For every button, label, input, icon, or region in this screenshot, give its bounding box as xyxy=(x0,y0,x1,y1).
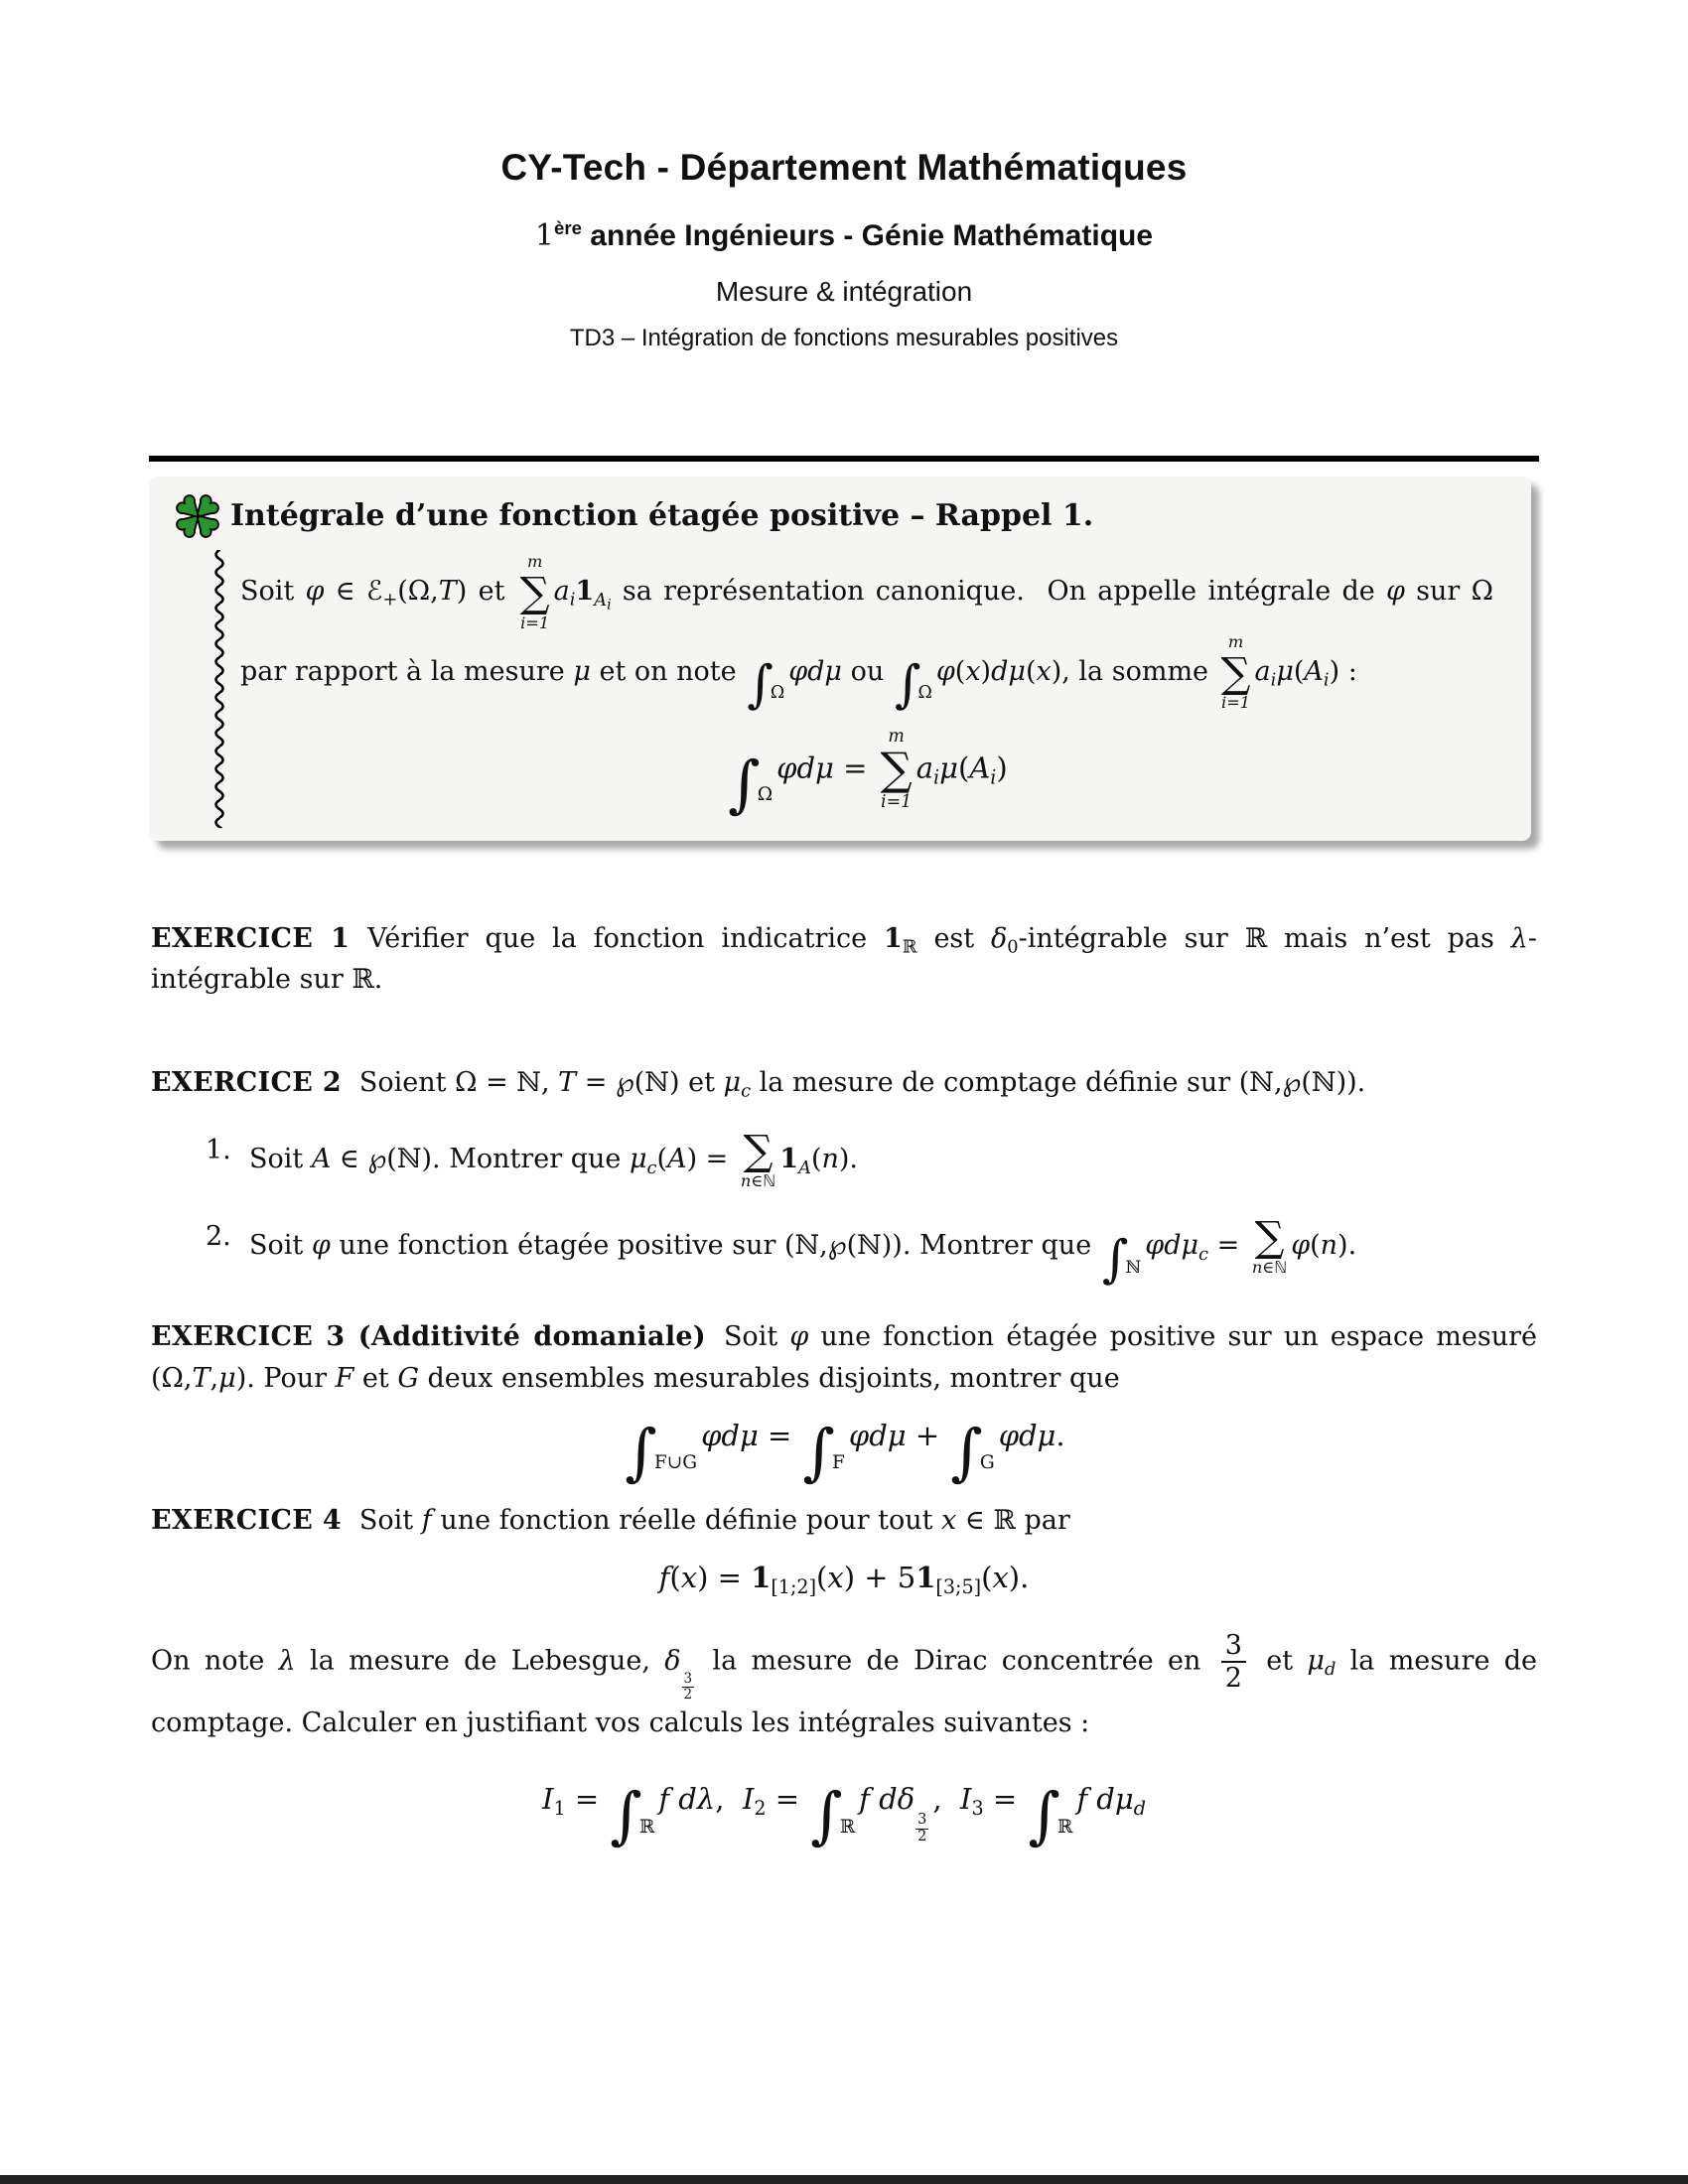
math-text: φdμ xyxy=(788,656,842,687)
math-text: + xyxy=(382,589,398,611)
list-item-number: 1. xyxy=(206,1135,231,1166)
math-text: ) xyxy=(996,751,1008,785)
math-text: T xyxy=(558,1067,577,1099)
math-text: φdμ xyxy=(776,751,834,785)
note-paragraph xyxy=(151,1630,1537,1744)
list-item xyxy=(206,1212,1537,1290)
math-text: ∈ ℰ xyxy=(324,576,383,608)
sum-operator: m ∑ i=1 xyxy=(880,726,913,812)
math-text: λ xyxy=(278,1645,296,1677)
integral-operator: $\int_\Omega$ xyxy=(747,654,785,715)
math-text: ( xyxy=(816,1560,828,1594)
integrals-formula xyxy=(151,1777,1537,1852)
exercise-3-paragraph xyxy=(151,1316,1537,1400)
math-text: ( xyxy=(1025,656,1037,687)
math-text: f xyxy=(658,1560,670,1594)
math-text: φdμ xyxy=(848,1419,907,1453)
math-text: φ xyxy=(1386,576,1405,608)
math-text: , xyxy=(932,1782,961,1817)
bottom-edge-bar xyxy=(0,2175,1688,2184)
math-text: , xyxy=(210,1363,219,1395)
math-text: F xyxy=(335,1363,354,1395)
math-text: μ xyxy=(629,1144,647,1175)
rappel-title-row xyxy=(173,490,1493,542)
exercise-2-label: EXERCICE 2 xyxy=(151,1067,342,1099)
exercise-4 xyxy=(151,1500,1537,1600)
exercise-4-text xyxy=(359,1505,1070,1536)
math-text: 3 xyxy=(971,1797,984,1821)
exercise-4-paragraph xyxy=(151,1500,1537,1542)
math-text: μ xyxy=(573,656,591,687)
exercise-1-text xyxy=(151,923,1537,996)
sum-operator: m ∑ i=1 xyxy=(1220,632,1251,713)
math-text: , xyxy=(715,1782,743,1817)
math-text: φdμ xyxy=(998,1419,1056,1453)
math-text: A xyxy=(311,1144,332,1175)
math-text: x xyxy=(965,656,981,687)
exercise-2-paragraph xyxy=(151,1062,1537,1104)
course-title: Mesure & intégration xyxy=(715,275,973,307)
math-text: + xyxy=(906,1419,949,1453)
math-text: et on note xyxy=(590,656,746,687)
math-text: x xyxy=(992,1560,1009,1594)
math-text: μ xyxy=(939,751,958,785)
math-text: Soient Ω = ℕ, xyxy=(358,1067,559,1099)
header-divider xyxy=(149,456,1539,462)
math-text: Soit xyxy=(240,576,306,608)
math-text: d xyxy=(1324,1659,1336,1681)
math-text: sa représentation canonique. On appelle intégrale de xyxy=(611,576,1386,608)
math-subscript: Ai xyxy=(594,589,612,614)
math-text: i xyxy=(1323,669,1330,691)
math-text: ). xyxy=(1337,1230,1357,1262)
program-subtitle xyxy=(0,213,1688,260)
math-text: ou xyxy=(841,656,893,687)
math-text: I xyxy=(742,1782,755,1817)
math-text: ( xyxy=(954,656,966,687)
rappel-formula xyxy=(240,726,1493,821)
year-suffix: ère xyxy=(554,217,582,239)
math-text: λ xyxy=(1510,922,1528,954)
list-item-number: 2. xyxy=(206,1221,231,1253)
exercise-1 xyxy=(151,918,1537,1002)
math-text: ( xyxy=(981,1560,993,1594)
exercise-2 xyxy=(151,1062,1537,1290)
math-text: φdμ xyxy=(701,1419,759,1453)
math-text: δ xyxy=(991,922,1008,954)
math-text: c xyxy=(741,1080,752,1102)
math-text: G xyxy=(397,1363,419,1395)
integral-operator: $\int_ℕ$ xyxy=(1101,1229,1142,1290)
rappel-paragraph xyxy=(240,552,1493,715)
math-text: et xyxy=(1251,1645,1308,1677)
math-text: ) = xyxy=(697,1560,752,1594)
math-text: μ xyxy=(1307,1645,1325,1677)
math-text: ), la somme xyxy=(1051,656,1217,687)
math-text: A xyxy=(969,751,991,785)
clover-icon xyxy=(173,490,222,542)
fraction: $\frac{3}{2}$ xyxy=(683,1670,693,1703)
math-text: ∈ ℝ par xyxy=(956,1505,1070,1537)
math-text: 1 xyxy=(553,1797,566,1821)
rappel-box xyxy=(149,477,1531,840)
math-text: n xyxy=(1320,1230,1338,1262)
math-text: -intégrable sur ℝ mais n’est pas xyxy=(1018,922,1511,954)
math-text: la mesure de comptage définie sur (ℕ,℘(ℕ)). xyxy=(751,1067,1366,1099)
math-text: φdμ xyxy=(1145,1230,1199,1262)
math-text: a xyxy=(1254,656,1271,687)
math-text: ). Pour xyxy=(235,1363,336,1395)
math-text: (Ω, xyxy=(397,576,439,608)
math-text: = xyxy=(758,1419,801,1453)
program-name: année Ingénieurs - Génie Mathématique xyxy=(581,219,1154,253)
math-text: ( xyxy=(1310,1230,1321,1262)
math-text: d xyxy=(1133,1797,1146,1821)
math-text: f dμ xyxy=(1076,1782,1134,1817)
math-text: T xyxy=(438,576,457,608)
math-text: Vérifier que la fonction indicatrice xyxy=(367,922,884,954)
math-text: 0 xyxy=(1007,936,1019,958)
math-text: f dδ xyxy=(859,1782,915,1817)
document-header xyxy=(0,0,1688,356)
math-text: ( xyxy=(1293,656,1305,687)
math-text: A xyxy=(1304,656,1324,687)
math-text: φ xyxy=(305,576,325,608)
math-text: une fonction étagée positive sur un espace mesuré (Ω, xyxy=(151,1321,1537,1395)
math-text: ( xyxy=(810,1144,822,1175)
math-text: f dλ xyxy=(658,1782,716,1817)
math-text: φ xyxy=(1291,1230,1311,1262)
math-text: Soit xyxy=(249,1144,312,1175)
math-text: c xyxy=(646,1157,657,1178)
math-text: δ xyxy=(664,1645,681,1677)
integral-operator: $\int_ℝ$ xyxy=(1028,1779,1073,1852)
math-text: ( xyxy=(669,1560,681,1594)
exercise-3-formula xyxy=(151,1414,1537,1489)
math-text: . xyxy=(1055,1419,1065,1453)
math-text: 1 xyxy=(883,922,903,954)
math-text: la mesure de Dirac concentrée en xyxy=(698,1645,1215,1677)
squiggle-border xyxy=(209,550,226,828)
math-text: et xyxy=(353,1363,398,1395)
math-text: Soit xyxy=(249,1230,312,1262)
sheet-title: TD3 – Intégration de fonctions mesurables positives xyxy=(569,325,1119,352)
math-text: 1 xyxy=(575,576,595,608)
math-text: 1 xyxy=(915,1560,936,1594)
math-text: i xyxy=(933,765,940,789)
math-text: ) et xyxy=(456,576,516,608)
fraction: $\frac{3}{2}$ xyxy=(1221,1630,1246,1694)
math-text: 2 xyxy=(754,1797,767,1821)
year-number: 1 xyxy=(534,218,555,254)
exercise-3-label: EXERCICE 3 (Additivité domaniale) xyxy=(151,1321,706,1353)
math-text: ). xyxy=(1008,1560,1030,1594)
math-text: une fonction réelle définie pour tout xyxy=(431,1505,942,1537)
math-text: la mesure de comptage. Calculer en justifiant vos calculs les intégrales suivantes : xyxy=(151,1645,1537,1738)
math-text: i xyxy=(990,765,997,789)
math-text: [1;2] xyxy=(771,1575,817,1599)
math-text: ( xyxy=(957,751,970,785)
list-item-text xyxy=(249,1126,1537,1190)
institution-title: CY-Tech - Département Mathématiques xyxy=(500,147,1188,188)
math-text: a xyxy=(915,751,933,785)
math-text: = xyxy=(983,1782,1027,1817)
math-text: c xyxy=(1198,1244,1209,1266)
fraction: $\frac{3}{2}$ xyxy=(917,1811,927,1844)
integral-operator: $\int_ℝ$ xyxy=(810,1779,856,1852)
math-text: x xyxy=(1036,656,1052,687)
math-text: n xyxy=(821,1144,839,1175)
exercise-1-paragraph xyxy=(151,918,1537,1002)
math-text: est xyxy=(916,922,992,954)
math-text: dμ xyxy=(991,656,1026,687)
integral-operator: $\int_G$ xyxy=(950,1416,995,1489)
math-text: ( xyxy=(656,1144,668,1175)
integral-operator: $\int_F$ xyxy=(802,1416,845,1489)
math-text: [3;5] xyxy=(935,1575,982,1599)
math-text: = ℘(ℕ) et xyxy=(576,1067,724,1099)
note-section xyxy=(151,1629,1537,1852)
math-text: la mesure de Lebesgue, xyxy=(295,1645,665,1677)
math-text: i xyxy=(569,589,576,611)
math-text: I xyxy=(542,1782,554,1817)
exercise-1-label: EXERCICE 1 xyxy=(151,922,351,954)
math-text: ℝ xyxy=(902,936,917,958)
math-text: = xyxy=(766,1782,809,1817)
math-text: i xyxy=(1270,669,1277,691)
math-text: ) xyxy=(980,656,992,687)
integral-operator: $\int_\Omega$ xyxy=(728,748,774,821)
math-text: I xyxy=(960,1782,972,1817)
math-text: φ xyxy=(311,1230,331,1262)
list-item-text xyxy=(249,1212,1537,1290)
math-text: une fonction étagée positive sur (ℕ,℘(ℕ)). Montrer que xyxy=(330,1230,1100,1262)
integral-operator: $\int_{F\cup G}$ xyxy=(625,1416,698,1489)
exercise-4-formula xyxy=(151,1556,1537,1600)
math-text: μ xyxy=(723,1067,742,1099)
math-text: 1 xyxy=(779,1144,799,1175)
math-text: x xyxy=(941,1505,957,1537)
math-text: ∈ ℘(ℕ). Montrer que xyxy=(331,1144,630,1175)
math-text: = xyxy=(1208,1230,1248,1262)
math-text: 1 xyxy=(751,1560,772,1594)
list-item xyxy=(206,1126,1537,1190)
exercise-3 xyxy=(151,1316,1537,1489)
math-text: = xyxy=(833,751,877,785)
math-text: x xyxy=(680,1560,698,1594)
math-text: φ xyxy=(789,1321,809,1353)
sum-operator: m ∑ i=1 xyxy=(519,552,550,632)
sum-operator: ∑ n∈ℕ xyxy=(740,1126,776,1190)
math-text: A xyxy=(667,1144,687,1175)
math-text: μ xyxy=(218,1363,236,1395)
math-text: Soit xyxy=(723,1321,790,1353)
math-text: deux ensembles mesurables disjoints, montrer que xyxy=(418,1363,1120,1395)
exercise-2-text xyxy=(358,1067,1366,1102)
math-text: sur Ω par rapport à la mesure xyxy=(240,576,1493,687)
math-text: μ xyxy=(1276,656,1294,687)
integral-operator: $\int_ℝ$ xyxy=(610,1779,655,1852)
exercise-4-label: EXERCICE 4 xyxy=(151,1505,342,1537)
math-text: f xyxy=(421,1505,432,1537)
integral-operator: $\int_\Omega$ xyxy=(894,654,932,715)
math-text: ) : xyxy=(1329,656,1357,687)
math-text: A xyxy=(798,1157,811,1178)
math-text: T xyxy=(192,1363,211,1395)
rappel-title: Intégrale d’une fonction étagée positive – Rappel 1. xyxy=(230,498,1094,534)
math-text: ) = xyxy=(686,1144,737,1175)
math-text: φ xyxy=(935,656,955,687)
math-text: x xyxy=(827,1560,844,1594)
math-text: = xyxy=(565,1782,609,1817)
math-text: -intégrable sur ℝ. xyxy=(151,922,1537,996)
math-text: On note xyxy=(151,1645,279,1677)
math-text: ). xyxy=(838,1144,858,1175)
math-text: ) + 5 xyxy=(843,1560,916,1594)
math-text: a xyxy=(553,576,570,608)
math-text: Soit xyxy=(358,1505,422,1537)
sum-operator: ∑ n∈ℕ xyxy=(1251,1212,1288,1278)
